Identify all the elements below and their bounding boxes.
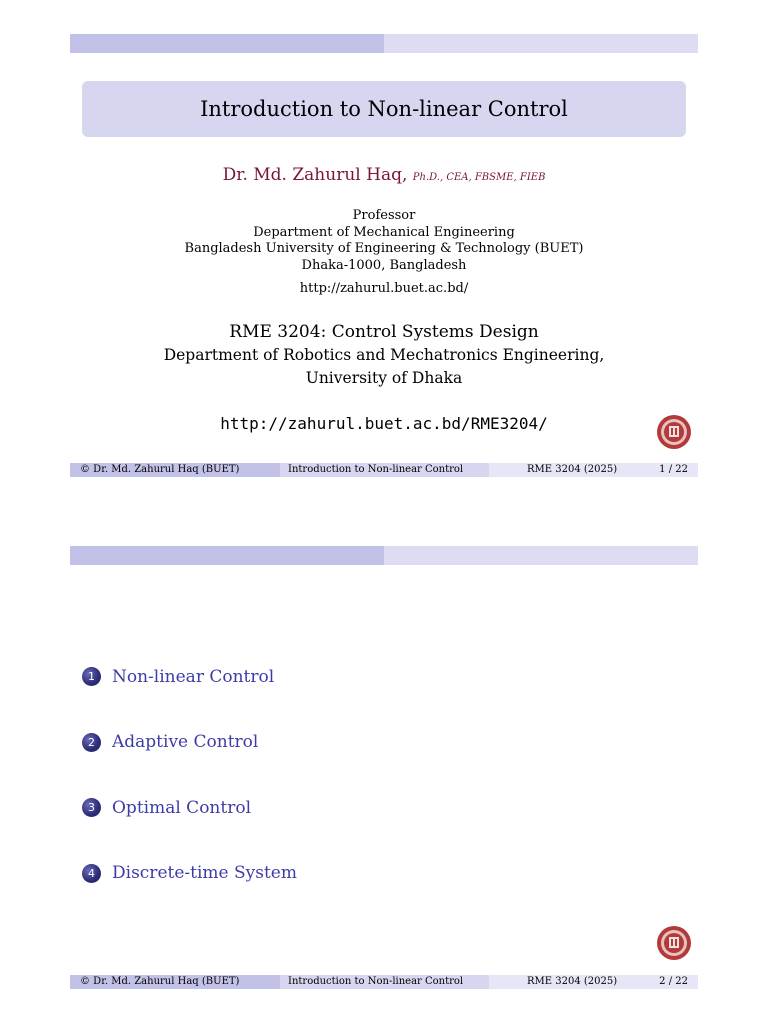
- course-dept-line2: University of Dhaka: [305, 369, 463, 387]
- footer-page: 1 / 22: [659, 464, 688, 475]
- header-bar-left: [70, 546, 384, 565]
- course-info: [70, 321, 698, 390]
- affiliation-line: Department of Mechanical Engineering: [253, 224, 515, 240]
- toc-item-discrete-time-system[interactable]: [82, 841, 297, 907]
- footer-course: RME 3204 (2025): [527, 976, 618, 987]
- buet-seal-icon: [656, 925, 692, 961]
- header-bar: [70, 546, 698, 565]
- affiliation-line: Bangladesh University of Engineering & Technology (BUET): [184, 241, 584, 256]
- footer-right: [489, 463, 698, 477]
- toc-number-badge: 2: [82, 733, 101, 752]
- footer-author: © Dr. Md. Zahurul Haq (BUET): [70, 975, 280, 989]
- course-url-link[interactable]: http://zahurul.buet.ac.bd/RME3204/: [220, 414, 548, 433]
- footer-right: [489, 975, 698, 989]
- title-box: [82, 81, 686, 137]
- course-title: RME 3204: Control Systems Design: [229, 322, 539, 342]
- affiliation-line: Dhaka-1000, Bangladesh: [301, 257, 467, 273]
- toc-label: Discrete-time System: [112, 863, 297, 884]
- toc-label: Non-linear Control: [112, 666, 275, 687]
- toc-item-adaptive-control[interactable]: [82, 710, 297, 776]
- course-dept-line1: Department of Robotics and Mechatronics Engineering,: [163, 346, 605, 364]
- header-bar-right: [384, 34, 698, 53]
- author-line: [70, 165, 698, 185]
- table-of-contents: [82, 644, 297, 906]
- slide-1: [70, 34, 698, 477]
- footer-title: Introduction to Non-linear Control: [280, 463, 489, 477]
- author-credentials: Ph.D., CEA, FBSME, FIEB: [412, 172, 546, 183]
- slide-2: [70, 546, 698, 989]
- slide-title: Introduction to Non-linear Control: [200, 97, 568, 121]
- header-bar: [70, 34, 698, 53]
- toc-number-badge: 3: [82, 798, 101, 817]
- author-name: Dr. Md. Zahurul Haq,: [222, 165, 408, 185]
- footer-author: © Dr. Md. Zahurul Haq (BUET): [70, 463, 280, 477]
- footer-title: Introduction to Non-linear Control: [280, 975, 489, 989]
- footer-bar: [70, 463, 698, 477]
- header-bar-left: [70, 34, 384, 53]
- footer-bar: [70, 975, 698, 989]
- toc-label: Adaptive Control: [112, 732, 259, 753]
- homepage-link[interactable]: http://zahurul.buet.ac.bd/: [299, 281, 469, 296]
- toc-label: Optimal Control: [112, 797, 252, 818]
- header-bar-right: [384, 546, 698, 565]
- toc-number-badge: 4: [82, 864, 101, 883]
- footer-page: 2 / 22: [659, 976, 688, 987]
- affiliation: [70, 208, 698, 274]
- toc-item-nonlinear-control[interactable]: [82, 644, 297, 710]
- buet-seal-icon: [656, 414, 692, 450]
- footer-course: RME 3204 (2025): [527, 464, 618, 475]
- toc-item-optimal-control[interactable]: [82, 775, 297, 841]
- affiliation-line: Professor: [352, 208, 416, 223]
- toc-number-badge: 1: [82, 667, 101, 686]
